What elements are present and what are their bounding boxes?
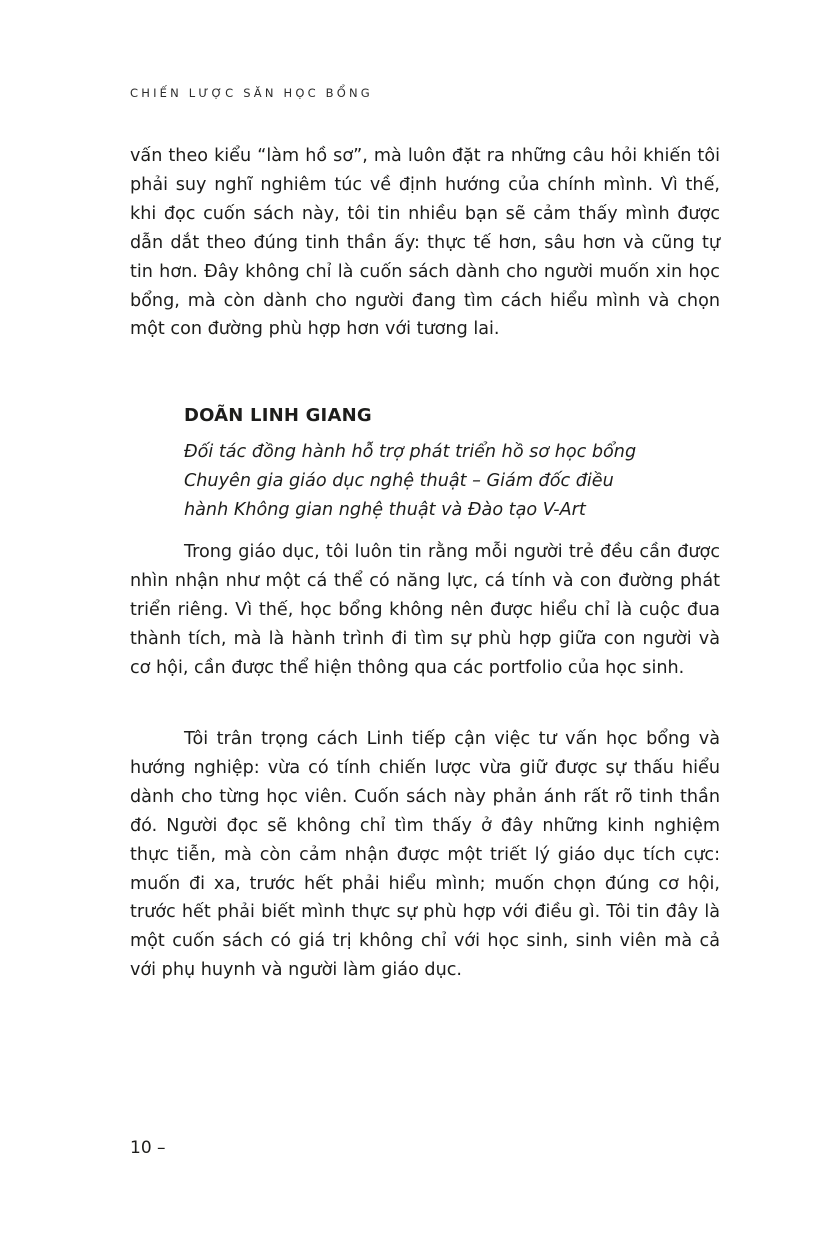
signature-title-line-1: Đối tác đồng hành hỗ trợ phát triển hồ sơ học bổng xyxy=(184,442,637,462)
signature-title-line-2: Chuyên gia giáo dục nghệ thuật – Giám đốc điều xyxy=(184,470,614,491)
signature-title-line-3: hành Không gian nghệ thuật và Đào tạo V-Art xyxy=(184,499,586,520)
page-number: 10 – xyxy=(130,1138,166,1158)
signature-name: DOÃN LINH GIANG xyxy=(184,405,372,426)
body-paragraph-3: Tôi trân trọng cách Linh tiếp cận việc tư vấn học bổng và hướng nghiệp: vừa có tính chiến lược vừa giữ được sự thấu hiểu dành cho từng học viên. Cuốn sách này phản ánh rất rõ tinh thần đó. Người đọc sẽ không chỉ tìm thấy ở đây những kinh nghiệm thực tiễn, mà còn cảm nhận được một triết lý giáo dục tích cực: muốn đi xa, trước hết phải hiểu mình; muốn chọn đúng cơ hội, trước hết phải biết mình thực sự phù hợp với điều gì. Tôi tin đây là một cuốn sách có giá trị không chỉ với học sinh, sinh viên mà cả với phụ huynh và người làm giáo dục. xyxy=(130,729,720,981)
body-paragraph-2: Trong giáo dục, tôi luôn tin rằng mỗi người trẻ đều cần được nhìn nhận như một cá thể có năng lực, cá tính và con đường phát triển riêng. Vì thế, học bổng không nên được hiểu chỉ là cuộc đua thành tích, mà là hành trình đi tìm sự phù hợp giữa con người và cơ hội, cần được thể hiện thông qua các portfolio của học sinh. xyxy=(130,542,720,678)
signature-title xyxy=(184,438,720,525)
body-paragraph-1: vấn theo kiểu “làm hồ sơ”, mà luôn đặt ra những câu hỏi khiến tôi phải suy nghĩ nghiêm túc về định hướng của chính mình. Vì thế, khi đọc cuốn sách này, tôi tin nhiều bạn sẽ cảm thấy mình được dẫn dắt theo đúng tinh thần ấy: thực tế hơn, sâu hơn và cũng tự tin hơn. Đây không chỉ là cuốn sách dành cho người muốn xin học bổng, mà còn dành cho người đang tìm cách hiểu mình và chọn một con đường phù hợp hơn với tương lai. xyxy=(130,146,720,340)
running-header: CHIẾN LƯỢC SĂN HỌC BỔNG xyxy=(130,86,373,100)
